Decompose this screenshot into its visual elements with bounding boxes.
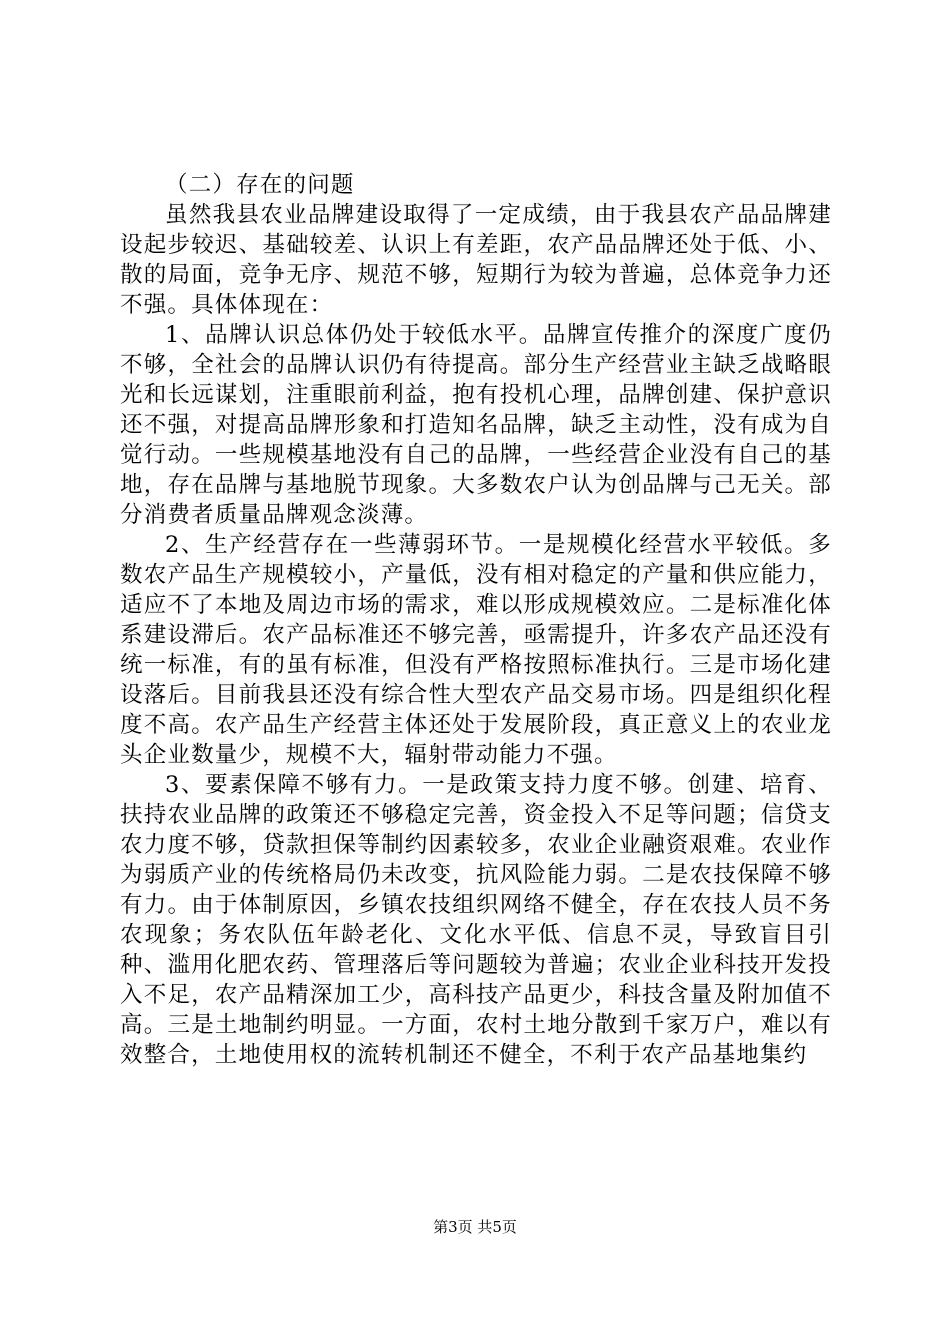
paragraph-brand-awareness: 1、品牌认识总体仍处于较低水平。品牌宣传推介的深度广度仍不够，全社会的品牌认识仍有待提高。部分生产经营业主缺乏战略眼光和长远谋划，注重眼前利益，抱有投机心理，品牌创建、保护意识还不强，对提高品牌形象和打造知名品牌，缺乏主动性，没有成为自觉行动。一些规模基地没有自己的品牌，一些经营企业没有自己的基地，存在品牌与基地脱节现象。大多数农户认为创品牌与己无关。部分消费者质量品牌观念淡薄。 [120,322,832,528]
page-number-footer: 第3页 共5页 [433,1218,517,1236]
section-heading: （二）存在的问题 [165,172,355,198]
document-body [120,170,832,1070]
paragraph-intro: 虽然我县农业品牌建设取得了一定成绩，由于我县农产品品牌建设起步较迟、基础较差、认识上有差距，农产品品牌还处于低、小、散的局面，竞争无序、规范不够，短期行为较为普遍，总体竞争力还不强。具体体现在： [120,202,832,318]
paragraph-production-weakness: 2、生产经营存在一些薄弱环节。一是规模化经营水平较低。多数农产品生产规模较小，产量低，没有相对稳定的产量和供应能力，适应不了本地及周边市场的需求，难以形成规模效应。二是标准化体系建设滞后。农产品标准还不够完善，亟需提升，许多农产品还没有统一标准，有的虽有标准，但没有严格按照标准执行。三是市场化建设落后。目前我县还没有综合性大型农产品交易市场。四是组织化程度不高。农产品生产经营主体还处于发展阶段，真正意义上的农业龙头企业数量少，规模不大，辐射带动能力不强。 [120,532,832,768]
paragraph-resource-support: 3、要素保障不够有力。一是政策支持力度不够。创建、培育、扶持农业品牌的政策还不够稳定完善，资金投入不足等问题；信贷支农力度不够，贷款担保等制约因素较多，农业企业融资艰难。农业作为弱质产业的传统格局仍未改变，抗风险能力弱。二是农技保障不够有力。由于体制原因，乡镇农技组织网络不健全，存在农技人员不务农现象；务农队伍年龄老化、文化水平低、信息不灵，导致盲目引种、滥用化肥农药、管理落后等问题较为普遍；农业企业科技开发投入不足，农产品精深加工少，高科技产品更少，科技含量及附加值不高。三是土地制约明显。一方面，农村土地分散到千家万户，难以有效整合，土地使用权的流转机制还不健全，不利于农产品基地集约 [120,772,832,1068]
